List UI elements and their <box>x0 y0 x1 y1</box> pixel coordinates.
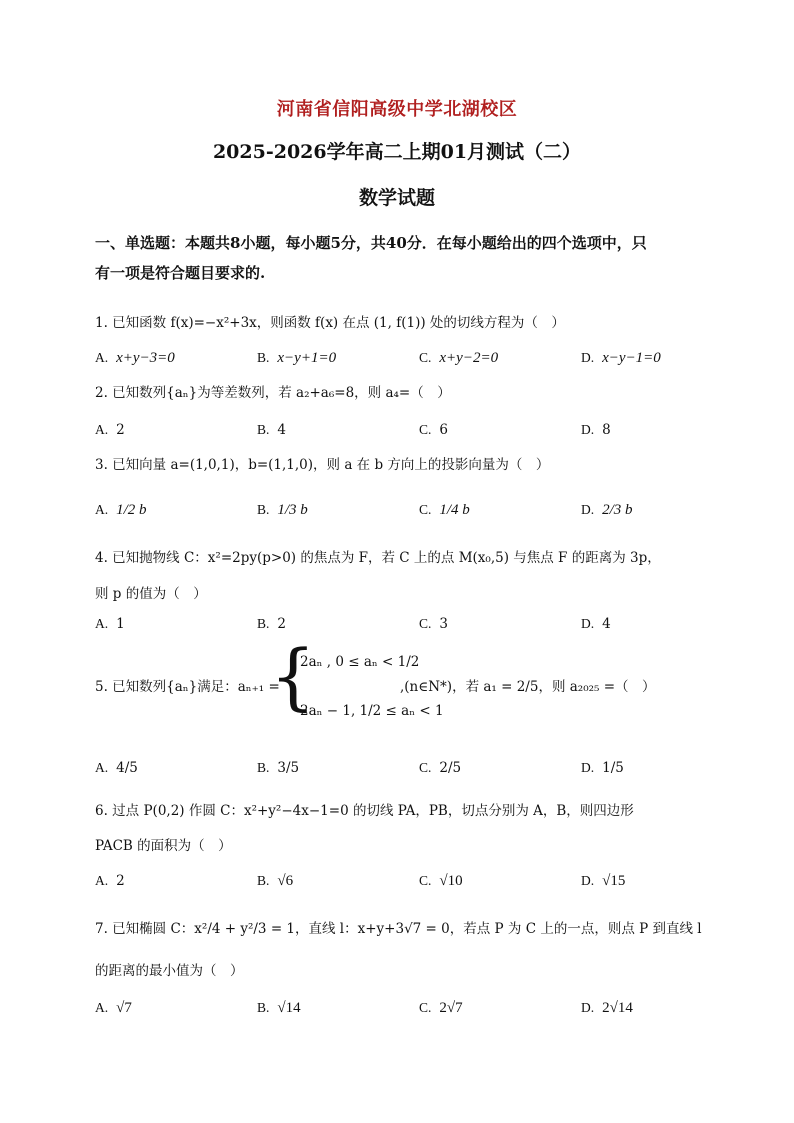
question-2-options <box>95 410 705 450</box>
option-label: C. <box>419 760 432 775</box>
option-d[interactable] <box>581 338 661 378</box>
question-7-options <box>95 988 705 1028</box>
section-line-2: 有一项是符合题目要求的. <box>95 264 266 282</box>
option-label: A. <box>95 350 109 365</box>
option-label: D. <box>581 873 595 888</box>
option-d[interactable] <box>581 410 611 450</box>
question-4-stem: 4. 已知抛物线 C：x²=2py(p>0) 的焦点为 F，若 C 上的点 M(x₀,5) 与焦点 F 的距离为 3p， <box>95 550 661 566</box>
option-label: D. <box>581 1000 595 1015</box>
option-value: 1/2 b <box>116 501 147 518</box>
option-d[interactable] <box>581 604 611 644</box>
option-label: D. <box>581 502 595 517</box>
section-line-1: 一、单选题：本题共8小题，每小题5分，共40分．在每小题给出的四个选项中，只 <box>95 234 647 252</box>
question-6-options <box>95 861 705 901</box>
option-label: A. <box>95 873 109 888</box>
option-value: 1/5 <box>602 760 624 776</box>
option-label: D. <box>581 422 595 437</box>
piecewise-brace: { <box>270 634 316 718</box>
option-b[interactable] <box>257 748 299 788</box>
school-name: 河南省信阳高级中学北湖校区 <box>276 99 518 120</box>
question-5-lead: 5. 已知数列{aₙ}满足：aₙ₊₁ = <box>95 679 280 695</box>
subject-title: 数学试题 <box>358 187 435 209</box>
option-value: 8 <box>602 422 611 438</box>
question-1-options <box>95 338 705 378</box>
option-value: x+y−3=0 <box>116 349 175 366</box>
option-c[interactable] <box>419 861 463 901</box>
option-a[interactable] <box>95 861 125 901</box>
option-value: 6 <box>439 422 448 438</box>
option-label: A. <box>95 616 109 631</box>
section-instructions <box>95 228 705 288</box>
question-7-stem-continued: 的距离的最小值为（ ） <box>95 963 244 979</box>
question-4-stem-continued: 则 p 的值为（ ） <box>95 586 207 602</box>
option-a[interactable] <box>95 604 125 644</box>
option-value: 2√7 <box>439 999 463 1016</box>
question-6-stem: 6. 过点 P(0,2) 作圆 C：x²+y²−4x−1=0 的切线 PA，PB，切点分别为 A，B，则四边形 <box>95 803 634 819</box>
option-label: D. <box>581 616 595 631</box>
option-value: 3 <box>439 616 448 632</box>
question-7-stem: 7. 已知椭圆 C：x²/4 + y²/3 = 1，直线 l：x+y+3√7 = 0，若点 P 为 C 上的一点，则点 P 到直线 l <box>95 921 702 937</box>
option-d[interactable] <box>581 748 624 788</box>
question-5-tail: ,(n∈N*)，若 a₁ = 2/5，则 a₂₀₂₅ =（ ） <box>400 679 656 695</box>
option-value: 1/4 b <box>439 501 470 518</box>
option-label: C. <box>419 873 432 888</box>
exam-title: 2025-2026学年高二上期01月测试（二） <box>212 141 582 163</box>
option-value: √10 <box>439 872 463 889</box>
option-d[interactable] <box>581 988 633 1028</box>
option-label: C. <box>419 422 432 437</box>
option-label: B. <box>257 422 270 437</box>
option-a[interactable] <box>95 338 175 378</box>
option-label: A. <box>95 422 109 437</box>
option-value: √7 <box>116 999 132 1016</box>
option-c[interactable] <box>419 748 461 788</box>
option-a[interactable] <box>95 490 147 530</box>
option-value: √6 <box>277 872 294 889</box>
option-label: C. <box>419 350 432 365</box>
option-label: C. <box>419 1000 432 1015</box>
option-label: D. <box>581 350 595 365</box>
question-5-options <box>95 748 705 788</box>
option-value: x−y+1=0 <box>277 349 337 366</box>
question-1-stem: 1. 已知函数 f(x)=−x²+3x，则函数 f(x) 在点 (1, f(1)) 处的切线方程为（ ） <box>95 315 565 331</box>
option-value: 3/5 <box>277 760 300 776</box>
option-value: 4/5 <box>116 760 138 776</box>
option-value: x+y−2=0 <box>439 349 499 366</box>
option-c[interactable] <box>419 988 463 1028</box>
option-b[interactable] <box>257 861 293 901</box>
option-c[interactable] <box>419 604 448 644</box>
question-4-options <box>95 604 705 644</box>
option-label: A. <box>95 502 109 517</box>
option-d[interactable] <box>581 861 625 901</box>
option-label: B. <box>257 760 270 775</box>
question-3-options <box>95 490 705 530</box>
option-label: C. <box>419 616 432 631</box>
option-b[interactable] <box>257 338 336 378</box>
option-value: 4 <box>277 422 286 438</box>
option-value: 2√14 <box>602 999 633 1016</box>
option-d[interactable] <box>581 490 633 530</box>
option-label: B. <box>257 1000 270 1015</box>
option-label: B. <box>257 873 270 888</box>
question-3-stem: 3. 已知向量 a=(1,0,1)，b=(1,1,0)，则 a 在 b 方向上的投影向量为（ ） <box>95 457 550 473</box>
question-5-case-1: 2aₙ , 0 ≤ aₙ < 1/2 <box>300 654 420 670</box>
option-a[interactable] <box>95 748 138 788</box>
option-value: 1/3 b <box>277 501 308 518</box>
option-value: 2/3 b <box>602 501 633 518</box>
option-value: 1 <box>116 616 125 632</box>
option-value: 2 <box>116 873 125 889</box>
option-label: B. <box>257 502 270 517</box>
option-value: x−y−1=0 <box>602 349 661 366</box>
option-label: D. <box>581 760 595 775</box>
option-b[interactable] <box>257 490 308 530</box>
question-6-stem-continued: PACB 的面积为（ ） <box>95 838 232 854</box>
option-value: 2/5 <box>439 760 462 776</box>
option-b[interactable] <box>257 410 286 450</box>
question-5-case-2: 2aₙ − 1, 1/2 ≤ aₙ < 1 <box>300 703 444 719</box>
option-value: √15 <box>602 872 626 889</box>
option-a[interactable] <box>95 988 132 1028</box>
option-label: A. <box>95 1000 109 1015</box>
option-value: 4 <box>602 616 611 632</box>
option-c[interactable] <box>419 410 448 450</box>
option-c[interactable] <box>419 490 470 530</box>
option-value: 2 <box>277 616 286 632</box>
option-label: C. <box>419 502 432 517</box>
option-label: A. <box>95 760 109 775</box>
option-c[interactable] <box>419 338 498 378</box>
option-value: 2 <box>116 422 125 438</box>
option-b[interactable] <box>257 988 301 1028</box>
question-2-stem: 2. 已知数列{aₙ}为等差数列，若 a₂+a₆=8，则 a₄=（ ） <box>95 385 451 401</box>
option-label: B. <box>257 350 270 365</box>
option-value: √14 <box>277 999 301 1016</box>
option-a[interactable] <box>95 410 125 450</box>
option-label: B. <box>257 616 270 631</box>
